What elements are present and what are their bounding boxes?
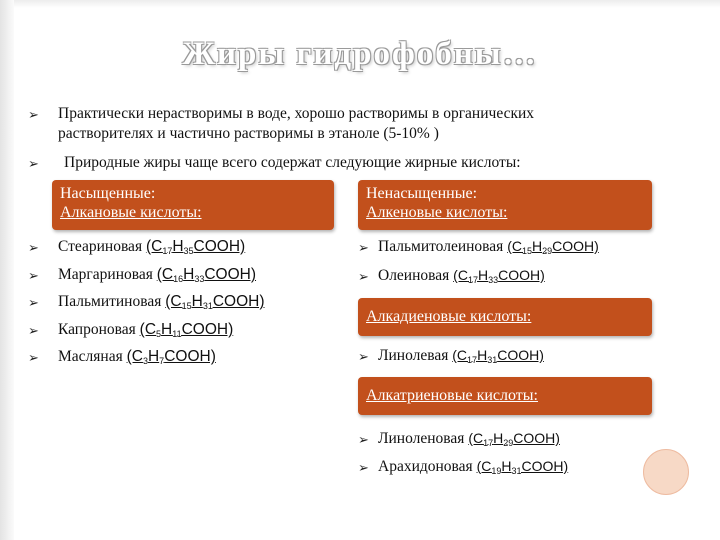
bullet-arrow-icon: ➢: [28, 156, 39, 171]
acid-formula: $(C_{19}H_{31}COOH)$: [476, 458, 569, 476]
alkatriene-header-box: [358, 377, 652, 415]
acid-list-item: [58, 292, 265, 311]
bullet-arrow-icon: ➢: [358, 240, 369, 255]
bullet-arrow-icon: ➢: [358, 349, 369, 364]
bullet-arrow-icon: ➢: [28, 240, 39, 255]
acid-formula: $(C_{16}H_{33}COOH)$: [156, 266, 257, 284]
acid-formula: $(C_{15}H_{31}COOH)$: [165, 293, 265, 311]
saturated-header-subtitle: Алкановые кислоты:: [60, 204, 202, 221]
acid-list-item: [378, 266, 545, 285]
acid-name: Пальмитолеиновая: [378, 238, 504, 255]
acid-name: Маргариновая: [58, 266, 153, 283]
unsaturated-header-subtitle: Алкеновые кислоты:: [366, 204, 508, 221]
slide-left-edge: [0, 0, 14, 540]
acid-name: Арахидоновая: [378, 458, 473, 475]
intro-bullet-1-line-1: Практически нерастворимы в воде, хорошо растворимы в органических: [58, 105, 535, 122]
acid-list-item: [58, 320, 233, 339]
alkadiene-header-box: [358, 298, 652, 336]
intro-bullet-2: Природные жиры чаще всего содержат следующие жирные кислоты:: [64, 154, 521, 171]
acid-name: Олеиновая: [378, 267, 450, 284]
acid-name: Линоленовая: [378, 430, 465, 447]
bullet-arrow-icon: ➢: [28, 107, 39, 122]
bullet-arrow-icon: ➢: [28, 268, 39, 283]
saturated-header-title: Насыщенные:: [60, 185, 156, 202]
alkatriene-header: Алкатриеновые кислоты:: [366, 387, 538, 404]
bullet-arrow-icon: ➢: [28, 295, 39, 310]
unsaturated-header-box: [358, 180, 652, 230]
acid-name: Пальмитиновая: [58, 293, 162, 310]
acid-name: Стеариновая: [58, 238, 143, 255]
slide-top-edge: [14, 0, 720, 8]
bullet-arrow-icon: ➢: [28, 323, 39, 338]
acid-formula: $(C_{17}H_{29}COOH)$: [468, 430, 560, 448]
acid-formula: $(C_{17}H_{35}COOH)$: [145, 238, 246, 256]
acid-formula: $(C_{17}H_{33}COOH)$: [453, 267, 545, 285]
unsaturated-header-title: Ненасыщенные:: [366, 185, 478, 202]
acid-list-item: [378, 346, 544, 365]
intro-bullet-1-line-2: растворителях и частично растворимы в этаноле (5-10% ): [58, 125, 439, 142]
acid-list-item: [58, 347, 216, 366]
acid-name: Капроновая: [58, 321, 136, 338]
decorative-circle: [643, 449, 689, 495]
bullet-arrow-icon: ➢: [358, 460, 369, 475]
acid-name: Линолевая: [378, 347, 449, 364]
saturated-header-box: [52, 180, 334, 230]
acid-formula: $(C_3H_7COOH)$: [126, 348, 216, 366]
acid-formula: $(C_{17}H_{31}COOH)$: [452, 347, 544, 365]
acid-formula: $(C_{15}H_{29}COOH)$: [507, 238, 599, 256]
bullet-arrow-icon: ➢: [358, 432, 369, 447]
bullet-arrow-icon: ➢: [28, 350, 39, 365]
acid-list-item: [378, 237, 599, 256]
acid-list-item: [58, 237, 245, 256]
acid-name: Масляная: [58, 348, 123, 365]
acid-list-item: [58, 265, 256, 284]
alkadiene-header: Алкадиеновые кислоты:: [366, 308, 532, 325]
acid-list-item: [378, 429, 560, 448]
slide-title: Жиры гидрофобны…: [182, 36, 538, 72]
acid-list-item: [378, 457, 568, 476]
acid-formula: $(C_5H_{11}COOH)$: [139, 321, 234, 339]
bullet-arrow-icon: ➢: [358, 269, 369, 284]
